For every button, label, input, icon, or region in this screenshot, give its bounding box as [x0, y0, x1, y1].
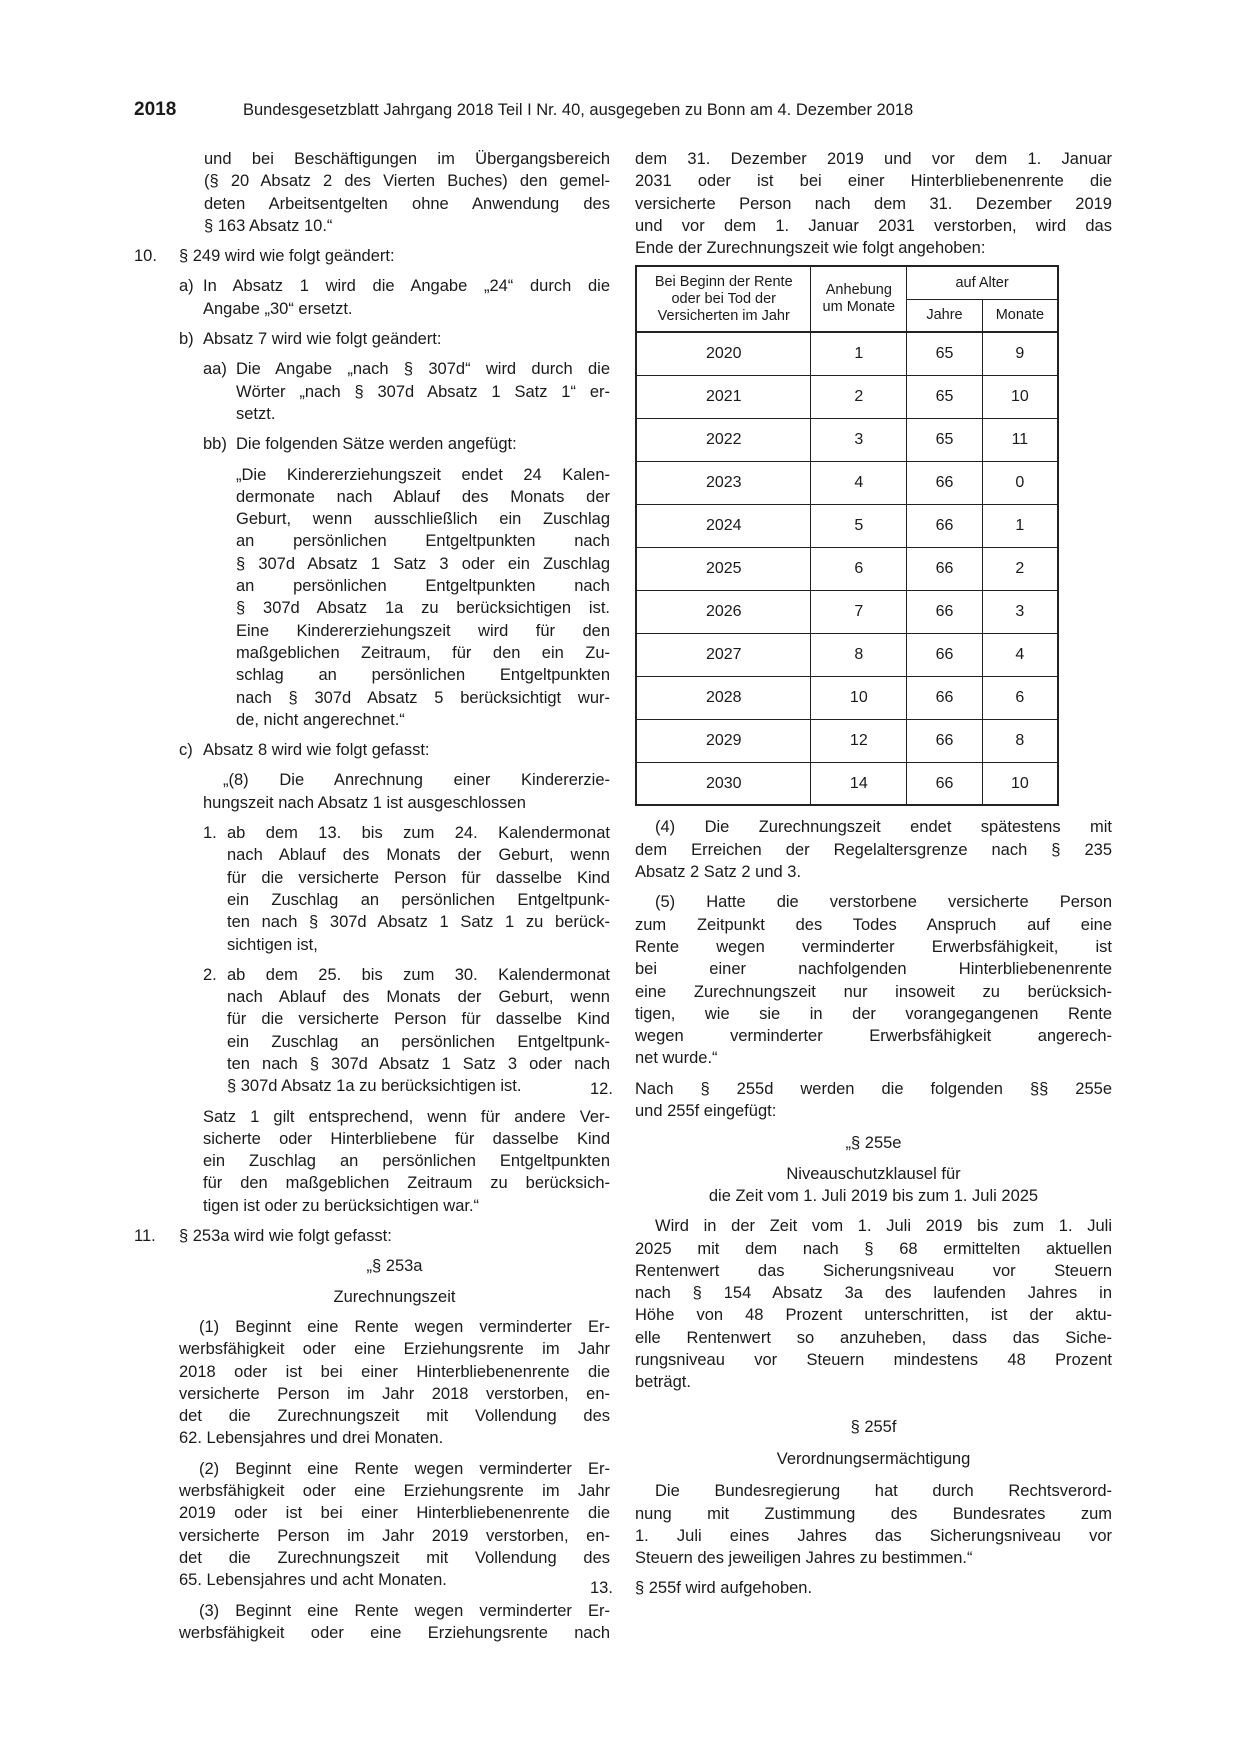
table-row: 2026 7 66 3 — [636, 590, 1058, 633]
table-row: 2020 1 65 9 — [636, 332, 1058, 375]
table-row: 2025 6 66 2 — [636, 547, 1058, 590]
item-10 — [134, 245, 610, 267]
section-255f-heading: § 255f — [850, 1417, 897, 1436]
section-255e: „§ 255e Niveauschutzklausel für die Zeit vom 1. Juli 2019 bis zum 1. Juli 2025 Wird in der Zeit vom 1. Juli 2019 bis zum 1. Juli 2025 mit dem nach § 68 ermittelten aktuellen Rentenwert das Sicherungsniveau vor Steuern nach § 154 Absatz 3a des laufenden Jahres in Höhe von 48 Prozent unterschritten, ist der aktu- elle Rentenwert so anzuheben, dass das Siche- rungsniveau vor Steuern mindestens 48 Prozent beträgt. — [635, 1134, 1112, 1392]
item-13: 13. § 255f wird aufgehoben. — [590, 1577, 1112, 1599]
item-12-number: 12. — [590, 1079, 613, 1098]
paragraph-1: (1) Beginnt eine Rente wegen verminderter Er- werbsfähigkeit oder eine Erziehungsrente im Jahr 2018 oder ist bei einer Hinterbliebenenrente die versicherte Person im Jahr 2018 verstorben, en- det die Zurechnungszeit mit Vollendung des 62. Lebensjahres und drei Monaten. — [179, 1317, 610, 1448]
header-increase: Anhebung um Monate — [811, 266, 907, 332]
item-11-title: § 253a wird wie folgt gefasst: — [179, 1227, 392, 1246]
table-row: 2029 12 66 8 — [636, 719, 1058, 762]
item-10-number: 10. — [134, 247, 157, 266]
paragraph-2: (2) Beginnt eine Rente wegen verminderter Er- werbsfähigkeit oder eine Erziehungsrente im Jahr 2019 oder ist bei einer Hinterbliebenenrente die versicherte Person im Jahr 2019 verstorben, en- det die Zurechnungszeit mit Vollendung des 65. Lebensjahres und acht Monaten. — [179, 1459, 610, 1590]
section-255e-heading: „§ 255e — [845, 1134, 902, 1153]
paragraph-5: (5) Hatte die verstorbene versicherte Person zum Zeitpunkt des Todes Anspruch auf eine Rente wegen verminderter Erwerbsfähigkeit, ist bei einer nachfolgenden Hinterbliebenenrente eine Zurechnungszeit nur insoweit zu berücksich- tigen, wie sie in der vorangegangenen Rente wegen verminderter Erwerbsfähigkeit angerech- net wurde.“ — [635, 893, 1112, 1068]
table-row: 2027 8 66 4 — [636, 633, 1058, 676]
right-column — [590, 148, 1112, 1600]
table-row: 2030 14 66 10 — [636, 762, 1058, 805]
c-quote: „(8) Die Anrechnung einer Kindererzie- hungszeit nach Absatz 1 ist ausgeschlossen — [203, 771, 610, 812]
table-row: 2023 4 66 0 — [636, 461, 1058, 504]
header-months: Monate — [982, 299, 1058, 332]
paragraph-4: (4) Die Zurechnungszeit endet spätestens mit dem Erreichen der Regelaltersgrenze nach § 235 Absatz 2 Satz 2 und 3. — [635, 818, 1112, 882]
header-text: Bundesgesetzblatt Jahrgang 2018 Teil I Nr. 40, ausgegeben zu Bonn am 4. Dezember 2018 — [243, 101, 914, 119]
item-10-b: b) Absatz 7 wird wie folgt geändert: — [179, 330, 442, 349]
item-13-number: 13. — [590, 1579, 613, 1598]
table-row: 2021 2 65 10 — [636, 375, 1058, 418]
table-row: 2022 3 65 11 — [636, 418, 1058, 461]
item-10-a: a) In Absatz 1 wird die Angabe „24“ durch die Angabe „30“ ersetzt. — [179, 277, 610, 318]
item-10-b-aa: aa) Die Angabe „nach § 307d“ wird durch die Wörter „nach § 307d Absatz 1 Satz 1“ er- setzt. — [203, 360, 610, 423]
bb-quote: „Die Kindererziehungszeit endet 24 Kalen- dermonate nach Ablauf des Monats der Geburt, wenn ausschließlich ein Zuschlag an persönlichen Entgeltpunkten nach § 307d Absatz 1 Satz 3 oder ein Zuschlag an persönlichen Entgeltpunkten nach § 307d Absatz 1a zu berücksichtigen ist. Eine Kindererziehungszeit wird für den maßgeblichen Zeitraum, für den ein Zu- schlag an persönlichen Entgeltpunkten nach § 307d Absatz 5 berücksichtigt wur- de, nicht angerechnet.“ — [236, 465, 610, 729]
table-row: 2024 5 66 1 — [636, 504, 1058, 547]
section-255f-subheading: Verordnungsermächtigung — [776, 1449, 971, 1468]
table-row: 2028 10 66 6 — [636, 676, 1058, 719]
section-255e-subheading: Niveauschutzklausel für — [786, 1164, 961, 1183]
item-12: 12. Nach § 255d werden die folgenden §§ 255e und 255f eingefügt: — [590, 1079, 1112, 1121]
c-item-1: 1. ab dem 13. bis zum 24. Kalendermonat nach Ablauf des Monats der Geburt, wenn für die versicherte Person für dasselbe Kind ein Zuschlag an persönlichen Entgeltpunk- ten nach § 307d Absatz 1 Satz 1 zu berück- sichtigen ist, — [203, 824, 610, 954]
paragraph-3: (3) Beginnt eine Rente wegen verminderter Er- werbsfähigkeit oder eine Erziehungsrente nach — [179, 1601, 610, 1642]
section-253a-subheading: Zurechnungszeit — [333, 1287, 456, 1306]
header-year: Bei Beginn der Rente oder bei Tod der Versicherten im Jahr — [636, 266, 811, 332]
header-age-group: auf Alter — [907, 266, 1058, 299]
section-253a-heading: „§ 253a — [366, 1257, 423, 1276]
continuation-paragraph: und bei Beschäftigungen im Übergangsbereich (§ 20 Absatz 2 des Vierten Buches) den gemel- deten Arbeitsentgelten ohne Anwendung des § 163 Absatz 10.“ — [204, 150, 610, 235]
paragraph-3-continued: dem 31. Dezember 2019 und vor dem 1. Januar 2031 oder ist bei einer Hinterbliebenenrente die versicherte Person nach dem 31. Dezember 2019 und vor dem 1. Januar 2031 verstorben, wird das Ende der Zurechnungszeit wie folgt angehoben: — [635, 150, 1112, 258]
item-10-c: c) Absatz 8 wird wie folgt gefasst: — [179, 741, 430, 760]
c-item-2: 2. ab dem 25. bis zum 30. Kalendermonat nach Ablauf des Monats der Geburt, wenn für die versicherte Person für dasselbe Kind ein Zuschlag an persönlichen Entgeltpunk- ten nach § 307d Absatz 1 Satz 3 oder nach § 307d Absatz 1a zu berücksichtigen ist. — [203, 965, 610, 1096]
zurechnungszeit-table — [635, 265, 1059, 806]
item-10-b-bb: bb) Die folgenden Sätze werden angefügt: — [203, 435, 517, 454]
page-header — [134, 99, 1014, 129]
section-255f: § 255f Verordnungsermächtigung Die Bundesregierung hat durch Rechtsverord- nung mit Zustimmung des Bundesrates zum 1. Juli eines Jahres das Sicherungsniveau vor Steuern des jeweiligen Jahres zu bestimmen.“ — [635, 1417, 1112, 1568]
item-11 — [134, 1225, 610, 1247]
item-10-title: § 249 wird wie folgt geändert: — [179, 247, 395, 266]
header-years: Jahre — [907, 299, 983, 332]
satz-1-paragraph: Satz 1 gilt entsprechend, wenn für andere Ver- sicherte oder Hinterbliebene für dasselbe Kind ein Zuschlag an persönlichen Entgeltpunkten für den maßgeblichen Zeitraum zu berücksich- tigen ist oder zu berücksichtigen war.“ — [203, 1107, 610, 1215]
item-11-number: 11. — [134, 1227, 156, 1246]
section-253a — [179, 1255, 610, 1644]
left-column — [134, 148, 610, 1644]
page-number: 2018 — [134, 99, 177, 120]
